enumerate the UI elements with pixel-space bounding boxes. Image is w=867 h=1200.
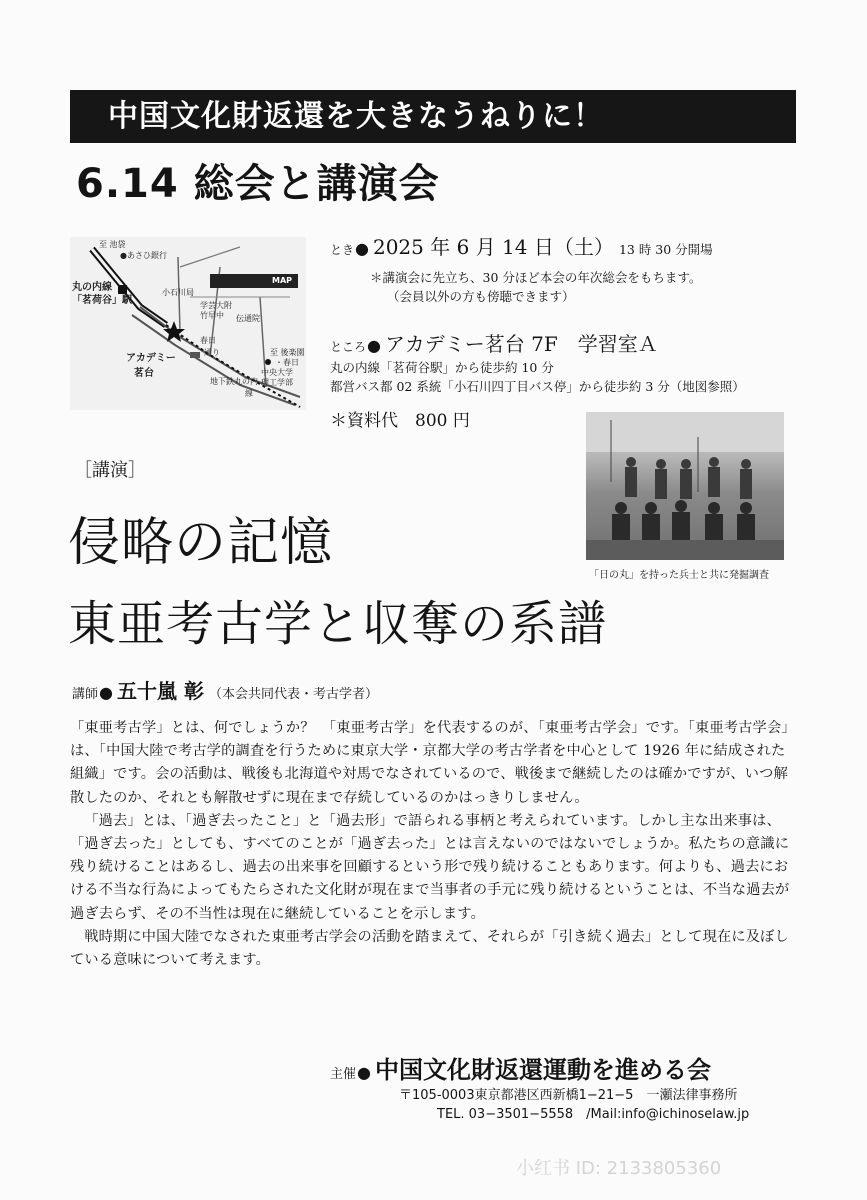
when-note-2: （会員以外の方も傍聴できます） — [387, 289, 575, 304]
map-label: アカデミー — [126, 353, 176, 364]
open-time: 13 時 30 分開場 — [618, 242, 713, 257]
sponsor-label: 主催 — [330, 1067, 357, 1082]
lecture-title-sub: 東亜考古学と収奪の系譜 — [68, 596, 608, 652]
venue: アカデミー茗台 7F 学習室Ａ — [384, 332, 658, 356]
sponsor-contact: TEL. 03−3501−5558 /Mail:info@ichinoselaw.jp — [437, 1107, 750, 1122]
access-2: 都営バス都 02 系統「小石川四丁目バス停」から徒歩約 3 分（地図参照） — [330, 379, 745, 394]
sponsor-org: 中国文化財返還運動を進める会 — [374, 1055, 711, 1084]
speaker-role: （本会共同代表・考古学者） — [209, 687, 379, 702]
map-label: 春日 — [200, 336, 216, 345]
map-label: ・春日 — [275, 358, 299, 367]
headline-banner: 中国文化財返還を大きなうねりに！ — [70, 90, 796, 143]
map-label: 「茗荷谷」駅 — [72, 295, 132, 306]
map-label: 小石川局 — [162, 288, 194, 297]
speaker-line — [72, 675, 378, 704]
soldiers-photo-drawing — [586, 412, 784, 560]
map-label: 学芸大附 — [200, 301, 232, 310]
access-map — [70, 237, 306, 410]
bullet-icon: ● — [355, 239, 369, 258]
speaker-label: 講師 — [72, 687, 99, 702]
photo-caption: 「日の丸」を持った兵士と共に発掘調査 — [589, 570, 769, 581]
map-label: 地下鉄丸の内 — [210, 377, 258, 386]
when-note-1: ＊講演会に先立ち、30 分ほど本会の年次総会をもちます。 — [370, 270, 702, 285]
map-label: 中央大学 — [261, 368, 293, 377]
lecture-title-main: 侵略の記憶 — [68, 513, 334, 573]
map-label: 丸の内線 — [72, 282, 112, 293]
map-badge: MAP — [210, 274, 298, 288]
sponsor-address: 〒105-0003東京都港区西新橋1−21−5 一瀬法律事務所 — [399, 1088, 738, 1103]
map-label: 理工学部 — [261, 378, 293, 387]
when-label: とき — [330, 243, 355, 257]
fee: ＊資料代 800 円 — [330, 411, 470, 431]
event-title: 6.14 総会と講演会 — [76, 161, 440, 207]
map-label: 竹早中 — [200, 311, 224, 320]
where-label: ところ — [330, 340, 367, 354]
sponsor-line — [330, 1050, 711, 1085]
paragraph: 「過去」とは、「過ぎ去ったこと」と「過去形」で語られる事柄と考えられています。しかし主な出来事は、「過ぎ去った」としても、すべてのことが「過ぎ去った」とは言えないのではないでしょうか。私たちの意識に残り続けることはあるし、過去の出来事を回顧するという形で残り続けることもあります。何よりも、過去における不当な行為によってもたらされた文化財が現在まで当事者の手元に残り続けるということは、不当な過去が過ぎ去らず、その不当性は現在に継続していることを示します。 — [70, 812, 790, 922]
bullet-icon: ● — [357, 1063, 371, 1082]
paragraph: 戦時期に中国大陸でなされた東亜考古学会の活動を踏まえて、それらが「引き続く過去」として現在に及ぼしている意味について考えます。 — [70, 928, 789, 969]
where-line — [330, 328, 658, 357]
historical-photo — [586, 412, 784, 560]
watermark: 小红书 ID: 2133805360 — [516, 1158, 722, 1179]
map-label: 茗台 — [134, 368, 154, 379]
paragraph: 「東亜考古学」とは、何でしょうか？ 「東亜考古学」を代表するのが、「東亜考古学会」です。「東亜考古学会」は、「中国大陸で考古学的調査を行うために東京大学・京都大学の考古学者を中心として 1926 年に結成された組織」です。会の活動は、戦後も北海道や対馬でなされているので、戦後まで継続したのは確かですが、いつ解散したのか、それとも解散せずに現在まで存続しているのかはっきりしません。 — [70, 720, 796, 806]
map-label: 伝通院 — [236, 314, 260, 323]
map-label: 至 池袋 — [99, 240, 126, 249]
speaker-name: 五十嵐 彰 — [116, 679, 204, 703]
lecture-tag: ［講演］ — [74, 460, 146, 481]
map-label: 線 — [245, 389, 253, 398]
map-label: 至 後楽園 — [270, 348, 305, 357]
bullet-icon: ● — [367, 336, 381, 355]
bullet-icon: ● — [99, 683, 113, 702]
lecture-description — [70, 717, 796, 972]
when-line — [330, 231, 713, 260]
event-date: 2025 年 6 月 14 日（土） — [372, 235, 614, 259]
map-label: 通り — [204, 348, 220, 357]
access-1: 丸の内線「茗荷谷駅」から徒歩約 10 分 — [330, 360, 554, 375]
map-label: ●あさひ銀行 — [120, 251, 167, 260]
